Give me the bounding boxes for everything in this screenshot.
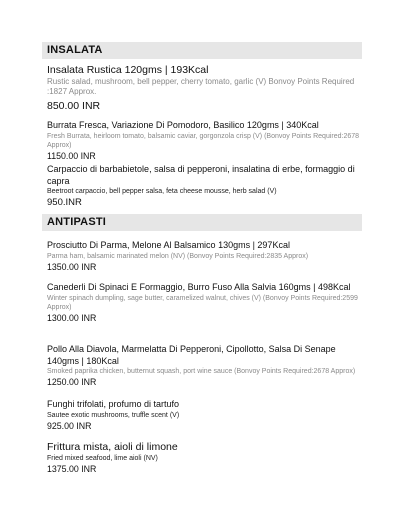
item-price: 1250.00 INR xyxy=(47,377,97,387)
item-name: Pollo Alla Diavola, Marmelatta Di Pepperoni, Cipollotto, Salsa Di Senape 140gms | 180Kcal xyxy=(47,344,336,366)
item-name: Frittura mista, aioli di limone xyxy=(47,441,178,453)
item-description: Beetroot carpaccio, bell pepper salsa, feta cheese mousse, herb salad (V) xyxy=(47,188,277,195)
menu-item xyxy=(47,120,362,162)
item-description: Sautee exotic mushrooms, truffle scent (V) xyxy=(47,411,180,419)
item-description: Fried mixed seafood, lime aioli (NV) xyxy=(47,455,158,462)
item-price: 850.00 INR xyxy=(47,100,101,112)
menu-item xyxy=(47,164,362,208)
menu-item xyxy=(47,399,362,432)
item-description: Winter spinach dumpling, sage butter, caramelized walnut, chives (V) (Bonvoy Points Required:2599 Approx) xyxy=(47,294,358,311)
item-name: Burrata Fresca, Variazione Di Pomodoro, Basilico 120gms | 340Kcal xyxy=(47,120,319,130)
item-description: Parma ham, balsamic marinated melon (NV) (Bonvoy Points Required:2835 Approx) xyxy=(47,252,309,260)
item-price: 1375.00 INR xyxy=(47,464,97,474)
item-price: 1150.00 INR xyxy=(47,150,96,161)
menu-item xyxy=(47,240,362,273)
section-title: ANTIPASTI xyxy=(47,216,107,228)
menu-item xyxy=(47,282,362,324)
item-description: Fresh Burrata, heirloom tomato, balsamic caviar, gorgonzola crisp (V) (Bonvoy Points Required:2678 Approx) xyxy=(47,132,360,149)
item-price: 925.00 INR xyxy=(47,420,92,431)
item-name: Funghi trifolati, profumo di tartufo xyxy=(47,399,180,409)
item-price: 1350.00 INR xyxy=(47,261,97,272)
menu-item xyxy=(47,64,362,113)
item-name: Canederli Di Spinaci E Formaggio, Burro Fuso Alla Salvia 160gms | 498Kcal xyxy=(47,282,351,292)
item-name: Carpaccio di barbabietole, salsa di pepperoni, insalatina di erbe, formaggio di capra xyxy=(47,164,355,186)
item-price: 1300.00 INR xyxy=(47,312,97,323)
item-description: Rustic salad, mushroom, bell pepper, cherry tomato, garlic (V) Bonvoy Points Required :1827 Approx. xyxy=(47,77,355,96)
menu-item xyxy=(47,344,362,388)
item-name: Prosciutto Di Parma, Melone Al Balsamico 130gms | 297Kcal xyxy=(47,240,290,250)
item-description: Smoked paprika chicken, butternut squash, port wine sauce (Bonvoy Points Required:2678 Approx) xyxy=(47,368,356,375)
item-price: 950.INR xyxy=(47,197,82,208)
section-title: INSALATA xyxy=(47,44,103,56)
menu-item xyxy=(47,441,362,475)
item-name: Insalata Rustica 120gms | 193Kcal xyxy=(47,64,209,76)
